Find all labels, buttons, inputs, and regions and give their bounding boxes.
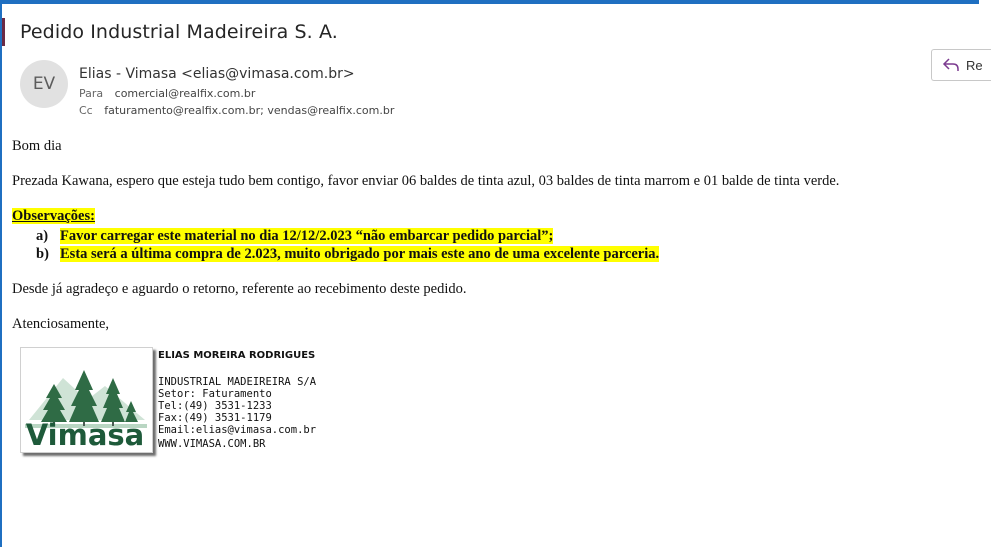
signature-tel: Tel:(49) 3531-1233 [158, 400, 272, 412]
logo-text: Vimasa [25, 418, 145, 452]
observation-text: Favor carregar este material no dia 12/12/2.023 “não embarcar pedido parcial”; [60, 228, 554, 244]
reply-icon [942, 56, 960, 74]
observations-title: Observações: [12, 208, 95, 224]
company-logo [20, 347, 153, 453]
observation-item-a [36, 228, 553, 245]
reply-button[interactable] [931, 49, 991, 81]
reply-label: Re [966, 57, 983, 73]
to-line [79, 87, 255, 100]
signature-fax: Fax:(49) 3531-1179 [158, 412, 272, 424]
signature-name: ELIAS MOREIRA RODRIGUES [158, 350, 316, 361]
signature-sector: Setor: Faturamento [158, 388, 272, 400]
to-recipient[interactable]: comercial@realfix.com.br [114, 87, 256, 100]
request-paragraph: Prezada Kawana, espero que esteja tudo bem contigo, favor enviar 06 baldes de tinta azul, 03 baldes de tinta marrom e 01 balde de tinta verde. [12, 173, 840, 189]
window-top-border [0, 0, 979, 4]
subject-marker [2, 18, 5, 46]
signature-website[interactable]: WWW.VIMASA.COM.BR [158, 438, 266, 450]
observation-item-b [36, 246, 659, 263]
closing-paragraph: Desde já agradeço e aguardo o retorno, referente ao recebimento deste pedido. [12, 281, 467, 297]
sender[interactable]: Elias - Vimasa <elias@vimasa.com.br> [79, 66, 355, 82]
signature-email[interactable]: Email:elias@vimasa.com.br [158, 424, 317, 436]
signature-block [158, 350, 316, 450]
cc-line [79, 104, 394, 117]
observation-marker: b) [36, 246, 49, 262]
signature-company: INDUSTRIAL MADEIREIRA S/A [158, 376, 317, 388]
greeting: Bom dia [12, 138, 62, 154]
observation-marker: a) [36, 228, 49, 244]
window-left-border [0, 4, 2, 547]
cc-recipients[interactable]: faturamento@realfix.com.br; vendas@realfix.com.br [104, 104, 395, 117]
signoff: Atenciosamente, [12, 316, 110, 332]
to-label: Para [79, 87, 104, 100]
cc-label: Cc [79, 104, 93, 117]
observation-text: Esta será a última compra de 2.023, muito obrigado por mais este ano de uma excelente parceria. [60, 246, 660, 262]
avatar: EV [20, 60, 68, 108]
email-subject: Pedido Industrial Madeireira S. A. [20, 21, 338, 43]
